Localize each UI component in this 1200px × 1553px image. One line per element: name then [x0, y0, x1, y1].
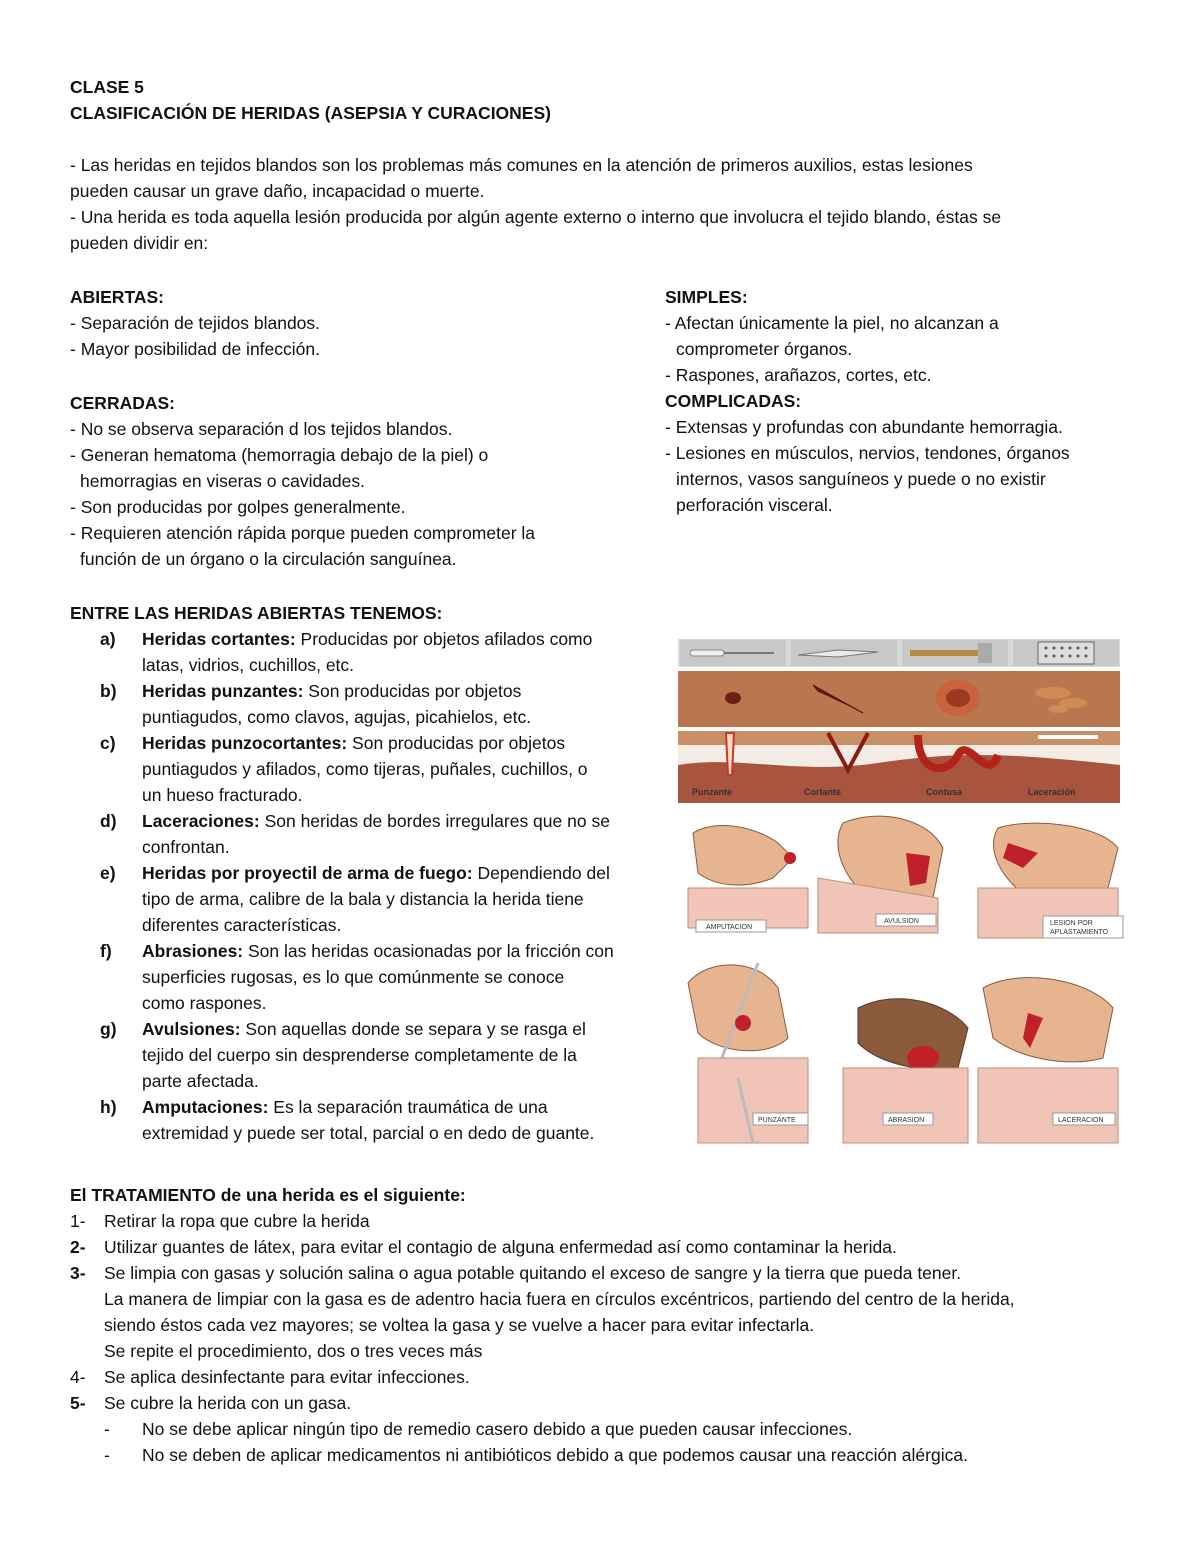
step-text: Se limpia con gasas y solución salina o agua potable quitando el exceso de sangre y la tierra que pueda tener. [104, 1263, 962, 1283]
open-wound-label: d) [100, 811, 117, 831]
open-wound-text [142, 626, 592, 652]
open-wound-label: e) [100, 863, 116, 883]
open-wound-desc-cont: puntiagudos y afilados, como tijeras, puñales, cuchillos, o [142, 759, 588, 779]
open-wound-desc-cont: superficies rugosas, es lo que comúnmente se conoce [142, 967, 565, 987]
open-wound-term: Avulsiones: [142, 1019, 241, 1039]
treatment-heading: El TRATAMIENTO de una herida es el siguiente: [70, 1185, 466, 1205]
simples-item: - Afectan únicamente la piel, no alcanzan a [665, 313, 999, 333]
caption-avulsion: AVULSION [884, 918, 919, 925]
step-text: Utilizar guantes de látex, para evitar el contagio de alguna enfermedad así como contaminar la herida. [104, 1237, 897, 1257]
complicadas-item: - Lesiones en músculos, nervios, tendones, órganos [665, 443, 1070, 463]
caption-amputacion: AMPUTACION [706, 924, 753, 931]
treatment-note: No se deben de aplicar medicamentos ni antibióticos debido a que podemos causar una reacción alérgica. [142, 1445, 968, 1465]
open-wounds-heading: ENTRE LAS HERIDAS ABIERTAS TENEMOS: [70, 603, 443, 623]
open-wound-label: c) [100, 733, 116, 753]
caption-cortante: Cortante [804, 787, 842, 797]
cerradas-heading: CERRADAS: [70, 393, 175, 413]
treatment-note: No se debe aplicar ningún tipo de remedio casero debido a que pueden causar infecciones. [142, 1419, 853, 1439]
cerradas-item: - Requieren atención rápida porque pueden comprometer la [70, 523, 536, 543]
simples-heading: SIMPLES: [665, 287, 748, 307]
intro-paragraph-2-cont: pueden dividir en: [70, 233, 209, 253]
open-wound-desc-cont: tipo de arma, calibre de la bala y distancia la herida tiene [142, 889, 584, 909]
caption-laceracion: Laceración [1028, 787, 1076, 797]
simples-item-cont: comprometer órganos. [676, 339, 853, 359]
abiertas-item: - Separación de tejidos blandos. [70, 313, 321, 333]
open-wound-label: f) [100, 941, 112, 961]
open-wound-desc: Dependiendo del [472, 863, 610, 883]
step-3-detail: La manera de limpiar con la gasa es de adentro hacia fuera en círculos excéntricos, partiendo del centro de la herida, [104, 1289, 1015, 1309]
caption-laceracion-hand: LACERACION [1058, 1117, 1104, 1124]
open-wound-term: Abrasiones: [142, 941, 244, 961]
open-wound-term: Heridas punzocortantes: [142, 733, 348, 753]
note-bullet: - [104, 1445, 110, 1465]
caption-contusa: Contusa [926, 787, 962, 797]
wound-types-illustration [678, 625, 1120, 803]
hand-wounds-figure [678, 808, 1128, 1153]
abiertas-item: - Mayor posibilidad de infección. [70, 339, 320, 359]
step-number: 5- [70, 1393, 86, 1413]
note-bullet: - [104, 1419, 110, 1439]
open-wound-desc-cont: como raspones. [142, 993, 267, 1013]
cerradas-item: - Son producidas por golpes generalmente. [70, 497, 406, 517]
open-wound-label: a) [100, 629, 116, 649]
wound-types-figure [678, 625, 1120, 803]
cerradas-item: - No se observa separación d los tejidos blandos. [70, 419, 453, 439]
open-wound-desc-cont: tejido del cuerpo sin desprenderse completamente de la [142, 1045, 577, 1065]
open-wound-term: Heridas por proyectil de arma de fuego: [142, 863, 473, 883]
intro-paragraph-2: - Una herida es toda aquella lesión producida por algún agente externo o interno que involucra el tejido blando, éstas se [70, 207, 1002, 227]
open-wound-text [142, 678, 521, 704]
caption-punzante-hand: PUNZANTE [758, 1117, 796, 1124]
open-wound-term: Heridas punzantes: [142, 681, 304, 701]
cerradas-item-cont: hemorragias en viseras o cavidades. [80, 471, 366, 491]
grater-icon [1038, 642, 1094, 664]
open-wound-term: Heridas cortantes: [142, 629, 296, 649]
open-wound-desc-cont: un hueso fracturado. [142, 785, 303, 805]
step-number: 4- [70, 1367, 86, 1387]
open-wound-label: g) [100, 1019, 117, 1039]
open-wound-desc-cont: diferentes características. [142, 915, 342, 935]
open-wound-desc: Producidas por objetos afilados como [295, 629, 593, 649]
open-wound-desc-cont: latas, vidrios, cuchillos, etc. [142, 655, 355, 675]
cerradas-item-cont: función de un órgano o la circulación sanguínea. [80, 549, 457, 569]
open-wound-label: h) [100, 1097, 117, 1117]
step-text: Retirar la ropa que cubre la herida [104, 1211, 370, 1231]
puncture-wound-icon [725, 692, 741, 704]
complicadas-heading: COMPLICADAS: [665, 391, 802, 411]
open-wound-desc: Son producidas por objetos [303, 681, 522, 701]
step-3-detail: Se repite el procedimiento, dos o tres veces más [104, 1341, 483, 1361]
open-wound-text [142, 1094, 548, 1120]
intro-paragraph-1: - Las heridas en tejidos blandos son los problemas más comunes en la atención de primeros auxilios, estas lesiones [70, 155, 973, 175]
open-wound-desc: Son heridas de bordes irregulares que no se [259, 811, 610, 831]
intro-paragraph-1-cont: pueden causar un grave daño, incapacidad o muerte. [70, 181, 485, 201]
complicadas-item: - Extensas y profundas con abundante hemorragia. [665, 417, 1063, 437]
caption-aplastamiento: APLASTAMIENTO [1050, 929, 1109, 936]
open-wound-desc-cont: puntiagudos, como clavos, agujas, picahielos, etc. [142, 707, 532, 727]
page-title: CLASIFICACIÓN DE HERIDAS (ASEPSIA Y CURACIONES) [70, 103, 551, 123]
complicadas-item-cont: internos, vasos sanguíneos y puede o no existir [676, 469, 1046, 489]
open-wound-desc-cont: extremidad y puede ser total, parcial o en dedo de guante. [142, 1123, 595, 1143]
open-wound-text [142, 1016, 586, 1042]
class-label: CLASE 5 [70, 77, 144, 97]
amputation-hand-icon [688, 826, 808, 928]
open-wound-desc-cont: parte afectada. [142, 1071, 259, 1091]
open-wound-text [142, 808, 610, 834]
open-wound-text [142, 730, 565, 756]
step-3-detail: siendo éstos cada vez mayores; se voltea la gasa y se vuelve a hacer para evitar infectarla. [104, 1315, 815, 1335]
complicadas-item-cont: perforación visceral. [676, 495, 833, 515]
open-wound-term: Amputaciones: [142, 1097, 269, 1117]
open-wound-desc: Son aquellas donde se separa y se rasga el [240, 1019, 586, 1039]
step-text: Se aplica desinfectante para evitar infecciones. [104, 1367, 470, 1387]
step-number: 2- [70, 1237, 86, 1257]
abiertas-heading: ABIERTAS: [70, 287, 164, 307]
hand-wounds-illustration [678, 808, 1128, 1153]
step-text: Se cubre la herida con un gasa. [104, 1393, 352, 1413]
step-number: 1- [70, 1211, 86, 1231]
open-wound-term: Laceraciones: [142, 811, 260, 831]
caption-punzante: Punzante [692, 787, 733, 797]
caption-lesion-por: LESION POR [1050, 920, 1093, 927]
open-wound-text [142, 860, 610, 886]
open-wound-desc: Es la separación traumática de una [268, 1097, 548, 1117]
open-wound-label: b) [100, 681, 117, 701]
open-wound-text [142, 938, 614, 964]
open-wound-desc: Son las heridas ocasionadas por la fricción con [243, 941, 614, 961]
step-number: 3- [70, 1263, 86, 1283]
simples-item: - Raspones, arañazos, cortes, etc. [665, 365, 932, 385]
open-wound-desc-cont: confrontan. [142, 837, 230, 857]
caption-abrasion: ABRASION [888, 1117, 925, 1124]
cerradas-item: - Generan hematoma (hemorragia debajo de la piel) o [70, 445, 489, 465]
open-wound-desc: Son producidas por objetos [347, 733, 566, 753]
